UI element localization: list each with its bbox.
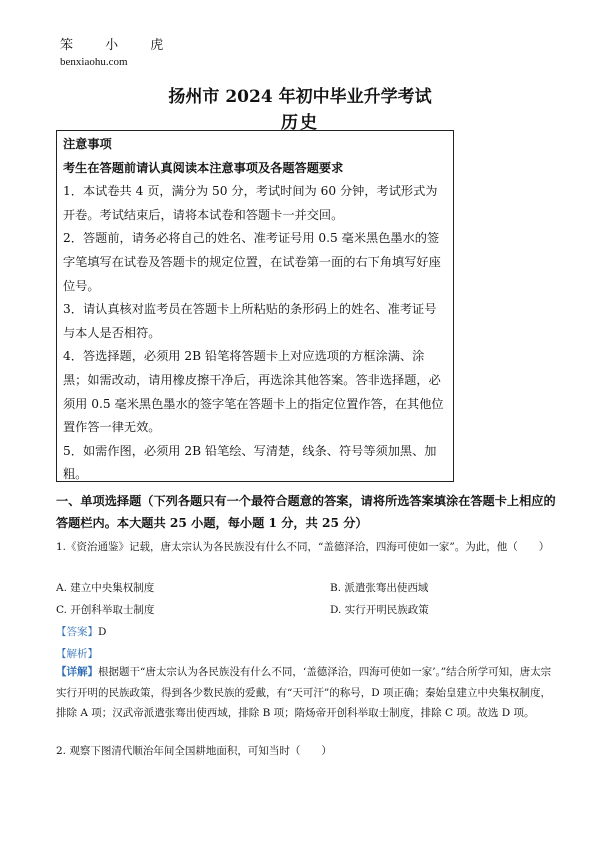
q1-option-c: C. 开创科举取士制度 <box>56 604 155 616</box>
q1-option-d: D. 实行开明民族政策 <box>330 604 429 616</box>
watermark-url: benxiaohu.com <box>60 56 128 68</box>
answer-tag: 【答案】 <box>56 626 98 638</box>
detail-tag: 【详解】 <box>56 666 98 678</box>
exam-title: 扬州市 2024 年初中毕业升学考试 <box>168 87 432 107</box>
watermark <box>60 38 177 70</box>
question-2-stem: 2. 观察下图清代顺治年间全国耕地面积，可知当时（ ） <box>56 745 332 757</box>
q1-detail <box>56 662 556 724</box>
analysis-tag: 【解析】 <box>56 648 98 660</box>
question-1-stem: 1.《资治通鉴》记载，唐太宗认为各民族没有什么不同，“盖德泽洽，四海可使如一家”。为此，他（ ） <box>56 541 550 553</box>
q1-option-b: B. 派遣张骞出使西域 <box>330 582 429 594</box>
notice-item-3: 3．请认真核对监考员在答题卡上所粘贴的条形码上的姓名、准考证号与本人是否相符。 <box>63 302 437 340</box>
answer-value: D <box>98 626 107 638</box>
q1-analysis-tag <box>56 646 98 662</box>
notice-item-4: 4．答选择题，必须用 2B 铅笔将答题卡上对应选项的方框涂满、涂黑；如需改动，请用橡皮擦干净后，再选涂其他答案。答非选择题，必须用 0.5 毫米黑色墨水的签字笔在答题卡上的指定位置作答，在其他位置作答一律无效。 <box>63 349 444 435</box>
exam-subject: 历史 <box>281 113 319 133</box>
watermark-name: 笨 小 虎 <box>60 38 178 53</box>
section-heading: 一、单项选择题（下列各题只有一个最符合题意的答案，请将所选答案填涂在答题卡上相应的答题栏内。本大题共 25 小题，每小题 1 分，共 25 分） <box>56 494 556 530</box>
notice-item-2: 2．答题前，请务必将自己的姓名、准考证号用 0.5 毫米黑色墨水的签字笔填写在试卷及答题卡的规定位置，在试卷第一面的右下角填写好座位号。 <box>63 231 441 293</box>
notice-heading: 注意事项 <box>63 137 112 151</box>
notice-item-5: 5．如需作图，必须用 2B 铅笔绘、写清楚，线条、符号等须加黑、加粗。 <box>63 443 437 482</box>
q1-option-a: A. 建立中央集权制度 <box>56 582 155 594</box>
detail-text: 根据题干“唐太宗认为各民族没有什么不同，‘盖德泽洽，四海可使如一家’。”结合所学可知，唐太宗实行开明的民族政策，得到各少数民族的爱戴，有“天可汗”的称号，D 项正确；秦始皇建立中央集权制度，排除 A 项；汉武帝派遣张骞出使西域，排除 B 项；隋炀帝开创科举取士制度，排除 C 项。故选 D 项。 <box>56 666 552 719</box>
notice-intro: 考生在答题前请认真阅读本注意事项及各题答题要求 <box>63 160 344 175</box>
q1-answer-line <box>56 624 106 640</box>
notice-box <box>56 130 454 482</box>
notice-item-1: 1．本试卷共 4 页，满分为 50 分，考试时间为 60 分钟，考试形式为开卷。考试结束后，请将本试卷和答题卡一并交回。 <box>63 184 438 222</box>
